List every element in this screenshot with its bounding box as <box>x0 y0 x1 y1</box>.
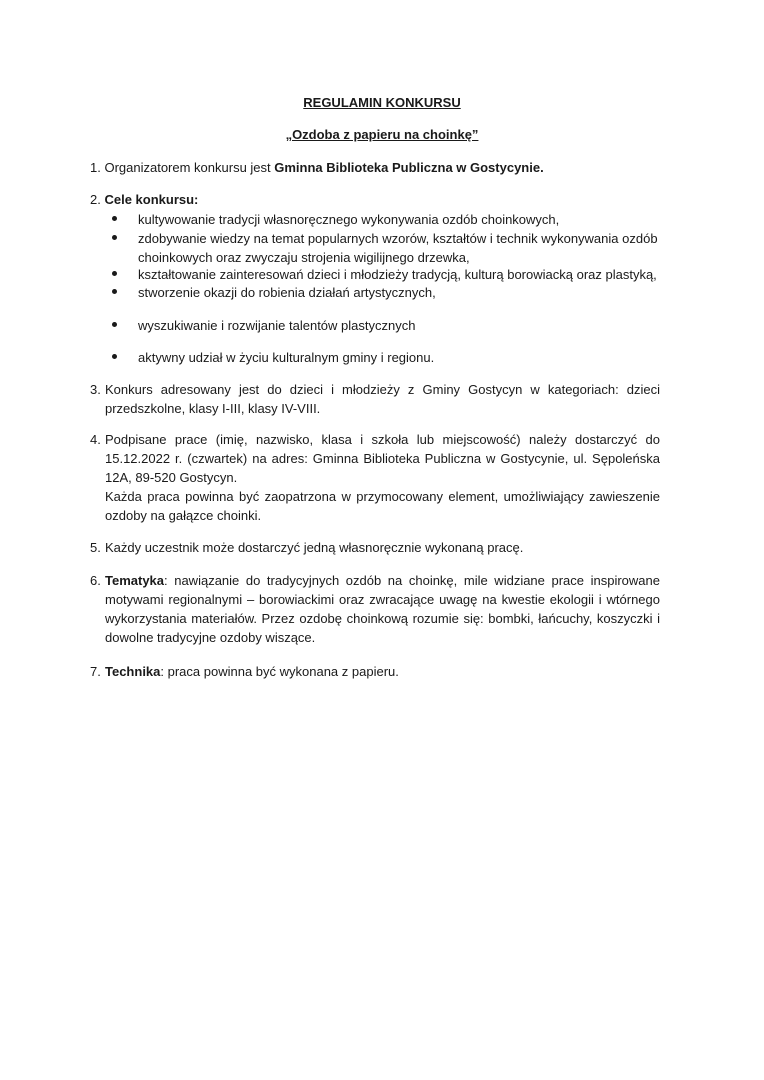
bullet-icon <box>112 216 117 221</box>
point-5-number: 5. <box>90 540 101 555</box>
point-4-number: 4. <box>90 432 101 447</box>
bullet-icon <box>112 322 117 327</box>
point-6-paragraph <box>105 571 660 647</box>
list-item-text: wyszukiwanie i rozwijanie talentów plastycznych <box>138 318 416 333</box>
point-6-number: 6. <box>90 573 101 588</box>
list-item-text: kultywowanie tradycji własnoręcznego wykonywania ozdób choinkowych, <box>138 212 560 227</box>
point-4-delivery <box>90 430 660 525</box>
technique-label: Technika <box>105 664 161 679</box>
theme-label: Tematyka <box>105 573 165 588</box>
point-6-theme <box>90 571 660 647</box>
point-2-heading <box>90 190 670 209</box>
document-title: REGULAMIN KONKURSU <box>303 95 461 110</box>
organizer-name: Gminna Biblioteka Publiczna w Gostycynie. <box>274 160 544 175</box>
list-item-text: zdobywanie wiedzy na temat popularnych wzorów, kształtów i technik wykonywania ozdób choinkowych oraz zwyczaju strojenia wigilijnego drzewka, <box>138 231 658 265</box>
goals-heading: Cele konkursu: <box>104 192 199 207</box>
list-item-text: kształtowanie zainteresowań dzieci i młodzieży tradycją, kulturą borowiacką oraz plastyką, <box>138 267 657 282</box>
point-3-audience <box>90 380 660 418</box>
contest-name: „Ozdoba z papieru na choinkę” <box>285 127 479 142</box>
point-6-text: : nawiązanie do tradycyjnych ozdób na choinkę, mile widziane prace inspirowane motywami regionalnymi – borowiackimi oraz zwracające uwagę na kwestie ekologii i wtórnego wykorzystania materiałów. Przez ozdobę choinkową rozumie się: bombki, łańcuchy, koszyczki i dowolne tradycyjne ozdoby wiszące. <box>105 573 660 645</box>
bullet-icon <box>112 271 117 276</box>
point-7-number: 7. <box>90 664 101 679</box>
list-item-text: stworzenie okazji do robienia działań artystycznych, <box>138 285 436 300</box>
bullet-icon <box>112 235 117 240</box>
point-5-text: Każdy uczestnik może dostarczyć jedną własnoręcznie wykonaną pracę. <box>105 540 524 555</box>
bullet-icon <box>112 289 117 294</box>
point-4-text-2: Każda praca powinna być zaopatrzona w przymocowany element, umożliwiający zawieszenie ozdoby na gałązce choinki. <box>105 489 660 523</box>
point-7-text: : praca powinna być wykonana z papieru. <box>160 664 399 679</box>
list-item-text: aktywny udział w życiu kulturalnym gminy i regionu. <box>138 350 435 365</box>
point-3-number: 3. <box>90 382 101 397</box>
point-3-text: Konkurs adresowany jest do dzieci i młodzieży z Gminy Gostycyn w kategoriach: dzieci przedszkolne, klasy I-III, klasy IV-VIII. <box>105 382 660 416</box>
point-4-text: Podpisane prace (imię, nazwisko, klasa i szkoła lub miejscowość) należy dostarczyć do 15.12.2022 r. (czwartek) na adres: Gminna Biblioteka Publiczna w Gostycynie, ul. Sępoleńska 12A, 89-520 Gostycyn. <box>105 432 660 485</box>
point-2-number: 2. <box>90 192 101 207</box>
bullet-icon <box>112 354 117 359</box>
point-1-text: 1. Organizatorem konkursu jest <box>90 160 275 175</box>
point-7-technique <box>90 662 660 681</box>
point-1-organizer <box>90 158 670 177</box>
point-5-limit <box>90 538 660 557</box>
point-7-paragraph <box>105 662 660 681</box>
